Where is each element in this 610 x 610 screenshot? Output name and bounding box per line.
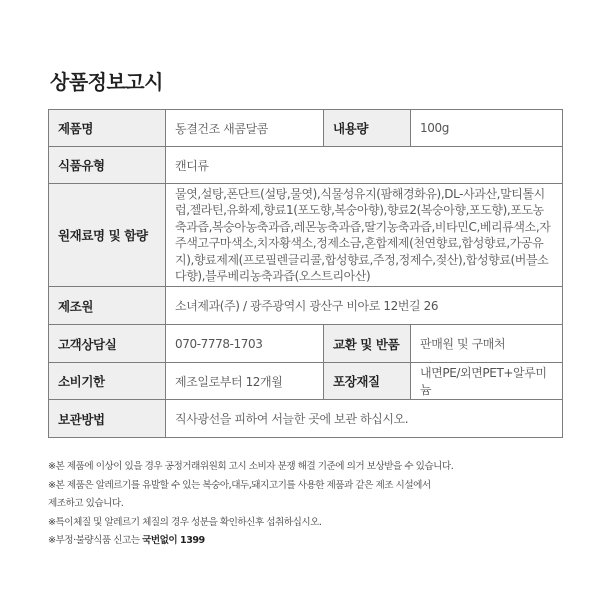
product-info-table <box>48 109 563 438</box>
customer-service-value: 070-7778-1703 <box>166 325 324 363</box>
expiry-label: 소비기한 <box>49 363 166 400</box>
notes-section <box>48 458 568 551</box>
note-allergy-cont: 제조하고 있습니다. <box>48 498 124 510</box>
table-row <box>49 184 563 287</box>
note-sensitivity: ※특이체질 및 알레르기 체질의 경우 성분을 확인하신후 섭취하십시오. <box>48 516 322 528</box>
report-number: 국번없이 1399 <box>142 535 205 547</box>
table-row <box>49 325 563 363</box>
packaging-value: 내면PE/외면PET+알루미늄 <box>411 363 563 400</box>
product-name-value: 동결건조 새콤달콤 <box>166 110 324 147</box>
storage-value: 직사광선을 피하여 서늘한 곳에 보관 하십시오. <box>166 400 563 438</box>
capacity-label: 내용량 <box>324 110 411 147</box>
note-allergy: ※본 제품은 알레르기를 유발할 수 있는 복숭아,대두,돼지고기를 사용한 제품과 같은 제조 시설에서 <box>48 479 431 491</box>
note-report <box>48 532 568 551</box>
table-row <box>49 147 563 184</box>
customer-service-label: 고객상담실 <box>49 325 166 363</box>
table-row <box>49 110 563 147</box>
food-type-value: 캔디류 <box>166 147 563 184</box>
table-row <box>49 363 563 400</box>
table-row <box>49 287 563 325</box>
exchange-label: 교환 및 반품 <box>324 325 411 363</box>
product-name-label: 제품명 <box>49 110 166 147</box>
storage-label: 보관방법 <box>49 400 166 438</box>
note-report-prefix: ※부정·불량식품 신고는 <box>48 535 143 547</box>
packaging-label: 포장재질 <box>324 363 411 400</box>
note-dispute: ※본 제품에 이상이 있을 경우 공정거래위원회 고시 소비자 분쟁 해결 기준에 의거 보상받을 수 있습니다. <box>48 461 454 472</box>
page-title: 상품정보고시 <box>50 70 163 94</box>
capacity-value: 100g <box>411 110 563 147</box>
expiry-value: 제조일로부터 12개월 <box>166 363 324 400</box>
table-row <box>49 400 563 438</box>
manufacturer-value: 소녀제과(주) / 광주광역시 광산구 비아로 12번길 26 <box>166 287 563 325</box>
ingredients-value: 물엿,설탕,폰단트(설탕,물엿),식물성유지(팜해경화유),DL-사과산,말티톨시럽,젤라틴,유화제,향료1(포도향,복숭아향),향료2(복숭아향,포도향),포도농축과즙,복숭아농축과즙,레몬농축과즙,딸기농축과즙,비타민C,베리류색소,자주색고구마색소,치자황색소,정제소금,혼합제제(천연향료,합성향료,가공유지),향료제제(프로필렌글리콜,합성향료,주정,정제수,젖산),합성향료(버블소다향),블루베리농축과즙(오스트리아산) <box>166 184 563 287</box>
food-type-label: 식품유형 <box>49 147 166 184</box>
manufacturer-label: 제조원 <box>49 287 166 325</box>
exchange-value: 판매원 및 구매처 <box>411 325 563 363</box>
ingredients-label: 원재료명 및 함량 <box>49 184 166 287</box>
